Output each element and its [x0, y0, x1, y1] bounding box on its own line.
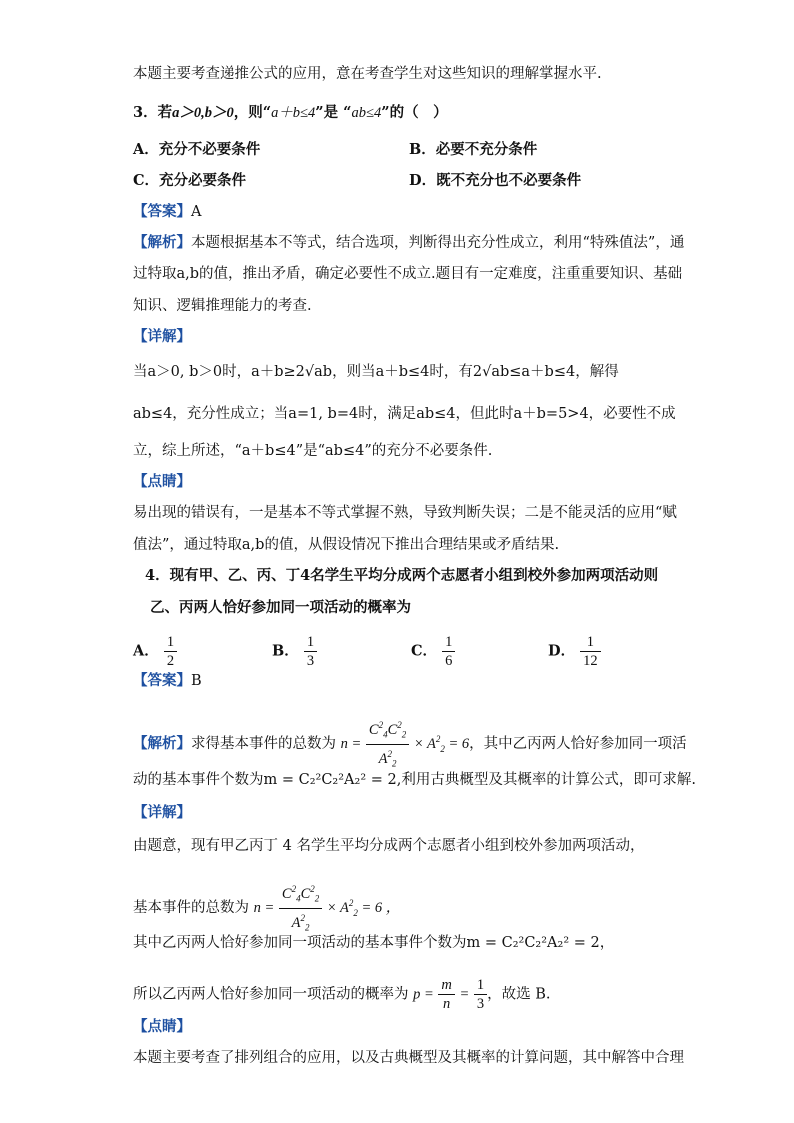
q4-option-c: C． $\frac{1}{6}$ — [411, 633, 455, 670]
q3-answer: 【答案】A — [133, 203, 202, 220]
q4-detail-tag: 【详解】 — [133, 804, 191, 821]
q3-option-c: C．充分必要条件 — [133, 172, 247, 189]
q4-option-d: D． $\frac{1}{12}$ — [548, 633, 601, 670]
q3-detail-line-2: ab≤4，充分性成立；当a=1, b=4时，满足ab≤4，但此时a＋b=5>4，必要性不成 — [133, 406, 676, 422]
q4-answer: 【答案】B — [133, 672, 202, 689]
question-3-title: 3．若a＞0,b＞0，则“a＋b≤4”是 “ab≤4”的（ ） — [133, 104, 448, 121]
q3-analysis-line-1: 【解析】本题根据基本不等式，结合选项，判断得出充分性成立，利用“特殊值法”，通 — [133, 234, 685, 251]
q3-detail-line-1: 当a＞0, b＞0时，a＋b≥2√ab，则当a＋b≤4时，有2√ab≤a＋b≤4，解得 — [133, 364, 619, 380]
q4-comment-line-1: 本题主要考查了排列组合的应用，以及古典概型及其概率的计算问题，其中解答中合理 — [133, 1050, 684, 1066]
q4-detail-line-2: 基本事件的总数为 n = $\frac{C^2_4C^2_2}{A^2_2}$ × $A^2_2 = 6$ ， — [133, 880, 400, 936]
q3-comment-tag: 【点睛】 — [133, 473, 191, 490]
q3-analysis-line-3: 知识、逻辑推理能力的考查. — [133, 298, 312, 314]
q3-option-d: D．既不充分也不必要条件 — [409, 172, 582, 189]
q3-option-b: B．必要不充分条件 — [409, 141, 538, 158]
q3-analysis-line-2: 过特取a,b的值，推出矛盾，确定必要性不成立.题目有一定难度，注重重要知识、基础 — [133, 266, 683, 282]
q4-detail-line-3: 其中乙丙两人恰好参加同一项活动的基本事件个数为m = C₂²C₂²A₂² = 2， — [133, 935, 615, 951]
q3-option-a: A．充分不必要条件 — [133, 141, 261, 158]
q3-comment-line-1: 易出现的错误有，一是基本不等式掌握不熟，导致判断失误；二是不能灵活的应用“赋 — [133, 505, 677, 521]
q4-detail-line-4: 所以乙丙两人恰好参加同一项活动的概率为 p = $\frac{m}{n}$ = $\frac{1}{3}$ ，故选 B. — [133, 977, 551, 1012]
question-4-title-line-1: 4．现有甲、乙、丙、丁4名学生平均分成两个志愿者小组到校外参加两项活动则 — [145, 567, 659, 584]
q4-detail-line-1: 由题意，现有甲乙丙丁 4 名学生平均分成两个志愿者小组到校外参加两项活动， — [133, 838, 645, 854]
q4-analysis-line-1: 【解析】求得基本事件的总数为 n = $\frac{C^2_4C^2_2}{A^2_2}$ × $A^2_2 = 6$，其中乙丙两人恰好参加同一项活 — [133, 716, 687, 772]
q3-detail-line-3: 立，综上所述，“a＋b≤4”是“ab≤4”的充分不必要条件. — [133, 443, 493, 459]
previous-comment-text: 本题主要考查递推公式的应用，意在考查学生对这些知识的理解掌握水平. — [133, 66, 602, 82]
q4-option-b: B． $\frac{1}{3}$ — [272, 633, 317, 670]
q3-detail-tag: 【详解】 — [133, 328, 191, 345]
q4-analysis-line-2: 动的基本事件个数为m = C₂²C₂²A₂² = 2,利用古典概型及其概率的计算公式，即可求解. — [133, 772, 696, 788]
total-events-formula: n = — [340, 736, 362, 753]
q4-comment-tag: 【点睛】 — [133, 1018, 191, 1035]
q3-comment-line-2: 值法”，通过特取a,b的值，从假设情况下推出合理结果或矛盾结果. — [133, 537, 560, 553]
q4-option-a: A． $\frac{1}{2}$ — [133, 633, 177, 670]
question-4-title-line-2: 乙、丙两人恰好参加同一项活动的概率为 — [150, 599, 411, 616]
